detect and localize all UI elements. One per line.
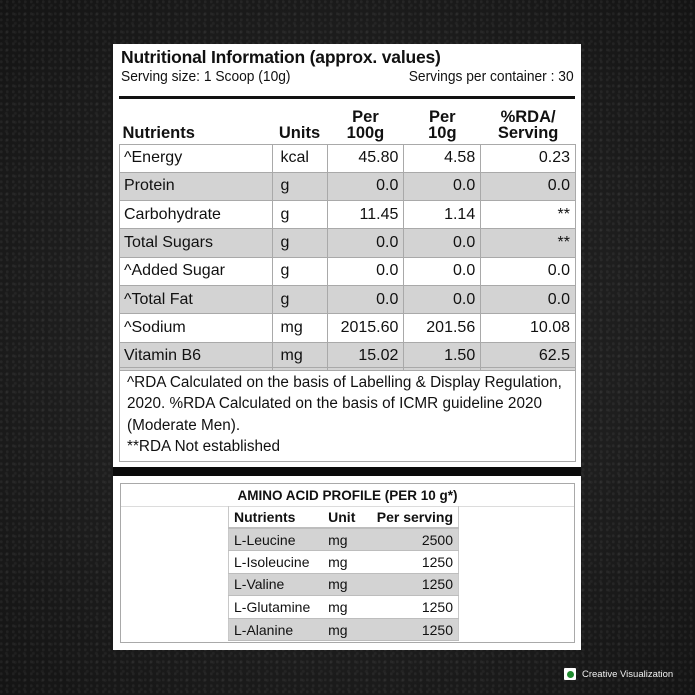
rda-value: ** bbox=[481, 229, 576, 257]
per10-value: 1.50 bbox=[404, 342, 481, 370]
rda-value: 0.0 bbox=[481, 285, 576, 313]
amino-unit: mg bbox=[323, 618, 371, 641]
rda-value: 10.08 bbox=[481, 314, 576, 342]
amino-value: 2500 bbox=[371, 528, 459, 551]
table-header-row bbox=[120, 100, 576, 144]
table-row bbox=[120, 144, 576, 172]
nutrient-name: ^Energy bbox=[120, 144, 273, 172]
table-row bbox=[229, 596, 459, 619]
rda-value: 0.23 bbox=[481, 144, 576, 172]
serving-info bbox=[121, 68, 574, 85]
footnote-box bbox=[119, 367, 576, 462]
amino-title: AMINO ACID PROFILE (PER 10 g*) bbox=[121, 485, 574, 507]
amino-unit: mg bbox=[323, 528, 371, 551]
watermark-label: Creative Visualization bbox=[582, 668, 674, 680]
per10-value: 0.0 bbox=[404, 257, 481, 285]
amino-unit: mg bbox=[323, 573, 371, 596]
table-row bbox=[120, 285, 576, 313]
per100-value: 0.0 bbox=[327, 172, 404, 200]
nutrient-unit: mg bbox=[272, 342, 327, 370]
per100-value: 2015.60 bbox=[327, 314, 404, 342]
header-per-serving: Per serving bbox=[371, 506, 459, 528]
nutrient-unit: g bbox=[272, 257, 327, 285]
nutrient-unit: g bbox=[272, 229, 327, 257]
per100-value: 15.02 bbox=[327, 342, 404, 370]
header-per100: Per 100g bbox=[346, 107, 385, 142]
table-row bbox=[120, 257, 576, 285]
table-row bbox=[120, 314, 576, 342]
veg-mark-icon bbox=[564, 668, 576, 680]
amino-unit: mg bbox=[323, 551, 371, 574]
amino-name: L-Leucine bbox=[229, 528, 324, 551]
amino-value: 1250 bbox=[371, 551, 459, 574]
nutrient-name: Total Sugars bbox=[120, 229, 273, 257]
per100-value: 45.80 bbox=[327, 144, 404, 172]
footnote-not-established: **RDA Not established bbox=[127, 437, 281, 455]
divider bbox=[119, 96, 575, 99]
per100-value: 11.45 bbox=[327, 201, 404, 229]
per10-value: 0.0 bbox=[404, 285, 481, 313]
table-row bbox=[120, 229, 576, 257]
table-row bbox=[120, 172, 576, 200]
serving-size: Serving size: 1 Scoop (10g) bbox=[121, 68, 291, 85]
amino-name: L-Glutamine bbox=[229, 596, 324, 619]
rda-value: 62.5 bbox=[481, 342, 576, 370]
nutrient-name: Carbohydrate bbox=[120, 201, 273, 229]
section-separator bbox=[113, 467, 581, 476]
table-row bbox=[120, 201, 576, 229]
per100-value: 0.0 bbox=[327, 285, 404, 313]
nutrient-unit: g bbox=[272, 201, 327, 229]
per10-value: 201.56 bbox=[404, 314, 481, 342]
nutrient-name: Vitamin B6 bbox=[120, 342, 273, 370]
header-units: Units bbox=[278, 123, 321, 142]
nutrient-name: ^Total Fat bbox=[120, 285, 273, 313]
amino-acid-section bbox=[120, 483, 575, 643]
rda-value: 0.0 bbox=[481, 172, 576, 200]
amino-value: 1250 bbox=[371, 596, 459, 619]
amino-value: 1250 bbox=[371, 573, 459, 596]
rda-value: ** bbox=[481, 201, 576, 229]
amino-value: 1250 bbox=[371, 618, 459, 641]
nutrient-unit: g bbox=[272, 172, 327, 200]
footnote-rda-basis: ^RDA Calculated on the basis of Labelling & Display Regulation, 2020. %RDA Calculated on the basis of ICMR guideline 2020 (Moderate Men). bbox=[127, 374, 562, 434]
amino-name: L-Alanine bbox=[229, 618, 324, 641]
per10-value: 1.14 bbox=[404, 201, 481, 229]
nutrient-name: ^Added Sugar bbox=[120, 257, 273, 285]
amino-header-row bbox=[229, 506, 459, 528]
nutrient-unit: g bbox=[272, 285, 327, 313]
per100-value: 0.0 bbox=[327, 229, 404, 257]
per10-value: 4.58 bbox=[404, 144, 481, 172]
nutrient-unit: mg bbox=[272, 314, 327, 342]
servings-per-container: Servings per container : 30 bbox=[408, 68, 574, 85]
nutrient-name: ^Sodium bbox=[120, 314, 273, 342]
amino-table bbox=[228, 506, 459, 641]
nutrition-label-card bbox=[113, 44, 581, 650]
per10-value: 0.0 bbox=[404, 229, 481, 257]
header-per10: Per 10g bbox=[428, 107, 457, 142]
nutrient-unit: kcal bbox=[272, 144, 327, 172]
header-rda: %RDA/ Serving bbox=[497, 107, 559, 142]
rda-value: 0.0 bbox=[481, 257, 576, 285]
header-nutrients: Nutrients bbox=[122, 123, 195, 142]
amino-unit: mg bbox=[323, 596, 371, 619]
amino-name: L-Isoleucine bbox=[229, 551, 324, 574]
nutrition-table bbox=[119, 100, 576, 371]
table-row bbox=[229, 573, 459, 596]
per10-value: 0.0 bbox=[404, 172, 481, 200]
watermark bbox=[564, 668, 673, 680]
per100-value: 0.0 bbox=[327, 257, 404, 285]
table-row bbox=[229, 528, 459, 551]
table-row bbox=[229, 551, 459, 574]
header-unit: Unit bbox=[323, 506, 371, 528]
header-nutrients: Nutrients bbox=[229, 506, 324, 528]
table-row bbox=[229, 618, 459, 641]
nutrition-title: Nutritional Information (approx. values) bbox=[121, 47, 441, 67]
nutrient-name: Protein bbox=[120, 172, 273, 200]
amino-name: L-Valine bbox=[229, 573, 324, 596]
